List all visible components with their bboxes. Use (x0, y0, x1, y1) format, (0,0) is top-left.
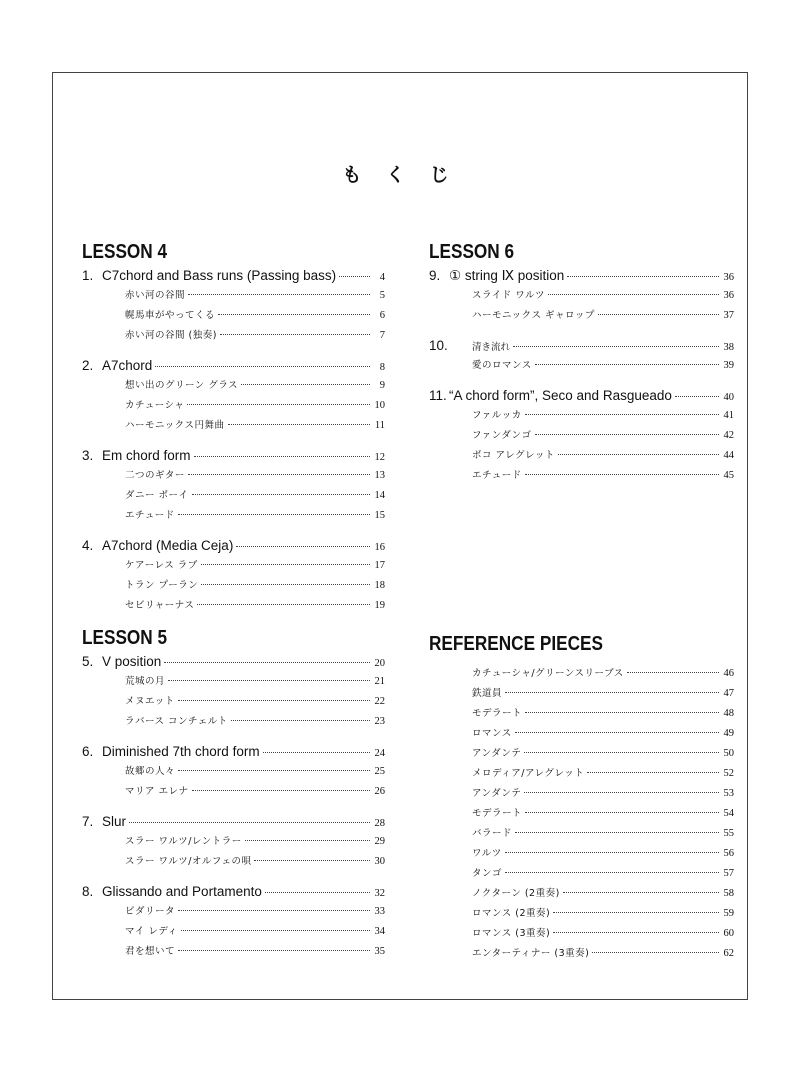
page-number: 24 (374, 748, 385, 759)
page-number: 33 (374, 906, 385, 917)
page-number: 16 (374, 542, 385, 553)
toc-section (429, 632, 734, 964)
page-number: 62 (723, 948, 734, 959)
section-heading: REFERENCE PIECES (429, 633, 603, 655)
toc-subentry[interactable] (429, 784, 734, 804)
page-number: 50 (723, 748, 734, 759)
toc-subentry[interactable] (82, 286, 385, 306)
toc-subentry[interactable] (82, 376, 385, 396)
toc-entry[interactable] (429, 386, 734, 406)
subentry-title: スラー ワルツ/オルフェの唄 (125, 856, 252, 867)
toc-subentry[interactable] (429, 466, 734, 486)
toc-subentry[interactable] (82, 306, 385, 326)
subentry-title: カチューシャ (125, 400, 185, 411)
toc-subentry[interactable] (82, 466, 385, 486)
dot-leader (339, 276, 370, 277)
entry-number: 10. (429, 338, 448, 353)
page-number: 20 (374, 658, 385, 669)
dot-leader (524, 752, 719, 753)
dot-leader (129, 822, 370, 823)
dot-leader (515, 832, 719, 833)
toc-subentry[interactable] (429, 286, 734, 306)
subentry-title: エチュード (472, 470, 522, 481)
page-number: 54 (723, 808, 734, 819)
entry-title: V position (102, 654, 162, 669)
toc-entry[interactable] (82, 652, 385, 672)
subentry-title: ロマンス (3重奏) (472, 928, 551, 939)
dot-leader (254, 860, 370, 861)
subentry-title: ワルツ (472, 848, 502, 859)
toc-subentry[interactable] (429, 426, 734, 446)
toc-group (82, 742, 385, 802)
page-number: 23 (374, 716, 385, 727)
page-number: 36 (723, 290, 734, 301)
page-number: 44 (723, 450, 734, 461)
dot-leader (245, 840, 370, 841)
page-number: 39 (723, 360, 734, 371)
toc-subentry[interactable] (82, 712, 385, 732)
entry-number: 3. (82, 448, 94, 463)
entry-number: 11. (429, 388, 447, 403)
page-number: 38 (723, 342, 734, 353)
entry-number: 2. (82, 358, 94, 373)
subentry-title: 幌馬車がやってくる (125, 310, 216, 321)
dot-leader (181, 930, 370, 931)
dot-leader (592, 952, 719, 953)
page-number: 52 (723, 768, 734, 779)
page-number: 12 (374, 452, 385, 463)
dot-leader (188, 294, 370, 295)
page-number: 56 (723, 848, 734, 859)
dot-leader (192, 790, 370, 791)
subentry-title: ラバース コンチェルト (125, 716, 228, 727)
page-number: 35 (374, 946, 385, 957)
page-number: 7 (379, 330, 385, 341)
toc-subentry[interactable] (82, 416, 385, 436)
page-number: 40 (723, 392, 734, 403)
subentry-title: スラー ワルツ/レントラー (125, 836, 242, 847)
dot-leader (201, 584, 370, 585)
toc-subentry[interactable] (429, 406, 734, 426)
subentry-title: マイ レディ (125, 926, 178, 937)
page-number: 46 (723, 668, 734, 679)
dot-leader (197, 604, 370, 605)
subentry-title: アンダンテ (472, 748, 522, 759)
toc-subentry[interactable] (429, 944, 734, 964)
toc-entry[interactable] (82, 266, 385, 286)
toc-subentry[interactable] (429, 704, 734, 724)
toc-subentry[interactable] (429, 764, 734, 784)
toc-subentry[interactable] (82, 832, 385, 852)
page-number: 55 (723, 828, 734, 839)
toc-subentry[interactable] (82, 782, 385, 802)
subentry-title: アンダンテ (472, 788, 522, 799)
toc-subentry[interactable] (82, 922, 385, 942)
page-number: 9 (379, 380, 385, 391)
dot-leader (524, 792, 719, 793)
toc-group (82, 446, 385, 526)
dot-leader (505, 872, 719, 873)
subentry-title: 赤い河の谷間 (独奏) (125, 330, 217, 341)
dot-leader (587, 772, 719, 773)
subentry-title: バラード (472, 828, 513, 839)
entry-title: Glissando and Portamento (102, 884, 262, 899)
toc-subentry[interactable] (429, 684, 734, 704)
page-number: 48 (723, 708, 734, 719)
subentry-title: 赤い河の谷間 (125, 290, 186, 301)
entry-number: 7. (82, 814, 94, 829)
page-number: 37 (723, 310, 734, 321)
page-number: 4 (379, 272, 385, 283)
toc-entry[interactable] (429, 336, 734, 356)
page-number: 21 (374, 676, 385, 687)
dot-leader (231, 720, 370, 721)
page-number: 11 (374, 420, 385, 431)
subentry-title: ファンダンゴ (472, 430, 532, 441)
subentry-title: ケアーレス ラブ (125, 560, 198, 571)
subentry-title: ビダリータ (125, 906, 176, 917)
toc-subentry[interactable] (82, 556, 385, 576)
toc-subentry[interactable] (429, 924, 734, 944)
page-number: 13 (374, 470, 385, 481)
dot-leader (505, 852, 719, 853)
toc-subentry[interactable] (82, 396, 385, 416)
page-number: 34 (374, 926, 385, 937)
entry-title: Em chord form (102, 448, 191, 463)
subentry-title: ダニー ボーイ (125, 490, 189, 501)
page-number: 36 (723, 272, 734, 283)
dot-leader (188, 474, 370, 475)
entry-title: Diminished 7th chord form (102, 744, 260, 759)
toc-entry[interactable] (82, 536, 385, 556)
dot-leader (241, 384, 370, 385)
subentry-title: メロディア/アレグレット (472, 768, 585, 779)
subentry-title: ノクターン (2重奏) (472, 888, 560, 899)
dot-leader (553, 932, 719, 933)
dot-leader (164, 662, 370, 663)
dot-leader (236, 546, 370, 547)
dot-leader (525, 474, 719, 475)
dot-leader (201, 564, 370, 565)
toc-subentry[interactable] (429, 664, 734, 684)
page-number: 47 (723, 688, 734, 699)
subentry-title: スライド ワルツ (472, 290, 545, 301)
toc-subentry[interactable] (429, 356, 734, 376)
toc-subentry[interactable] (429, 744, 734, 764)
page-number: 25 (374, 766, 385, 777)
toc-subentry[interactable] (82, 902, 385, 922)
dot-leader (265, 892, 370, 893)
toc-group (429, 266, 734, 326)
dot-leader (627, 672, 719, 673)
toc-subentry[interactable] (82, 672, 385, 692)
toc-subentry[interactable] (82, 326, 385, 346)
toc-section (429, 240, 734, 486)
subentry-title: カチューシャ/グリーンスリーブス (472, 668, 624, 679)
entry-title: ① string Ⅸ position (449, 268, 565, 283)
subentry-title: マリア エレナ (125, 786, 189, 797)
subentry-title: 故郷の人々 (125, 766, 176, 777)
toc-entry[interactable] (82, 446, 385, 466)
toc-entry[interactable] (82, 742, 385, 762)
dot-leader (525, 414, 719, 415)
dot-leader (525, 812, 719, 813)
toc-subentry[interactable] (82, 486, 385, 506)
dot-leader (505, 692, 719, 693)
page-number: 60 (723, 928, 734, 939)
dot-leader (220, 334, 370, 335)
page-number: 10 (374, 400, 385, 411)
dot-leader (178, 910, 370, 911)
dot-leader (598, 314, 719, 315)
section-heading: LESSON 6 (429, 241, 515, 263)
toc-subentry[interactable] (429, 884, 734, 904)
dot-leader (535, 434, 719, 435)
subentry-title: メヌエット (125, 696, 175, 707)
dot-leader (525, 712, 719, 713)
toc-group (429, 386, 734, 486)
page-number: 22 (374, 696, 385, 707)
toc-subentry[interactable] (82, 942, 385, 962)
page-number: 26 (374, 786, 385, 797)
page-number: 29 (374, 836, 385, 847)
toc-subentry[interactable] (429, 904, 734, 924)
entry-number: 9. (429, 268, 441, 283)
page-number: 19 (374, 600, 385, 611)
toc-subentry[interactable] (82, 852, 385, 872)
dot-leader (563, 892, 719, 893)
subentry-title: 君を想いて (125, 946, 176, 957)
toc-entry[interactable] (82, 812, 385, 832)
toc-group (429, 336, 734, 376)
dot-leader (178, 514, 370, 515)
toc-subentry[interactable] (429, 844, 734, 864)
toc-group (82, 882, 385, 962)
toc-subentry[interactable] (82, 762, 385, 782)
dot-leader (178, 950, 370, 951)
dot-leader (515, 732, 719, 733)
dot-leader (218, 314, 370, 315)
toc-entry[interactable] (429, 266, 734, 286)
page-number: 28 (374, 818, 385, 829)
page-number: 15 (374, 510, 385, 521)
toc-subentry[interactable] (429, 306, 734, 326)
dot-leader (155, 366, 370, 367)
page-number: 30 (374, 856, 385, 867)
page-number: 5 (379, 290, 385, 301)
dot-leader (513, 346, 719, 347)
toc-section (82, 240, 385, 616)
subentry-title: 想い出のグリーン グラス (125, 380, 239, 391)
toc-subentry[interactable] (82, 506, 385, 526)
toc-subentry[interactable] (429, 864, 734, 884)
dot-leader (168, 680, 370, 681)
page-number: 59 (723, 908, 734, 919)
dot-leader (567, 276, 719, 277)
entry-number: 5. (82, 654, 94, 669)
toc-subentry[interactable] (429, 724, 734, 744)
toc-subentry[interactable] (82, 596, 385, 616)
entry-number: 6. (82, 744, 94, 759)
page-number: 49 (723, 728, 734, 739)
page-number: 8 (379, 362, 385, 373)
subentry-title: セビリャーナス (125, 600, 195, 611)
toc-subentry[interactable] (82, 692, 385, 712)
dot-leader (187, 404, 370, 405)
toc-entry[interactable] (82, 882, 385, 902)
page-number: 53 (723, 788, 734, 799)
page-number: 42 (723, 430, 734, 441)
subentry-title: ボコ アレグレット (472, 450, 555, 461)
page-number: 41 (723, 410, 734, 421)
toc-group (82, 812, 385, 872)
toc-group (82, 266, 385, 346)
dot-leader (535, 364, 719, 365)
toc-entry[interactable] (82, 356, 385, 376)
toc-group (82, 652, 385, 732)
subentry-title: タンゴ (472, 868, 503, 879)
page-number: 18 (374, 580, 385, 591)
dot-leader (228, 424, 370, 425)
entry-title: A7chord (102, 358, 153, 373)
toc-subentry[interactable] (429, 804, 734, 824)
subentry-title: エンターティナー (3重奏) (472, 948, 590, 959)
page-number: 14 (374, 490, 385, 501)
page-title: も く じ (342, 164, 458, 186)
subentry-title: 二つのギター (125, 470, 185, 481)
toc-subentry[interactable] (429, 446, 734, 466)
dot-leader (192, 494, 370, 495)
entry-number: 4. (82, 538, 94, 553)
dot-leader (263, 752, 370, 753)
entry-title: Slur (102, 814, 127, 829)
toc-section (82, 626, 385, 962)
dot-leader (553, 912, 719, 913)
subentry-title: 荒城の月 (125, 676, 166, 687)
entry-number: 1. (82, 268, 94, 283)
entry-title: A7chord (Media Ceja) (102, 538, 234, 553)
section-heading: LESSON 5 (82, 627, 168, 649)
entry-number: 8. (82, 884, 94, 899)
dot-leader (178, 700, 370, 701)
subentry-title: トラン プーラン (125, 580, 199, 591)
toc-group (82, 356, 385, 436)
subentry-title: ロマンス (472, 728, 512, 739)
toc-subentry[interactable] (429, 824, 734, 844)
page-number: 6 (379, 310, 385, 321)
page-number: 32 (374, 888, 385, 899)
page-number: 45 (723, 470, 734, 481)
dot-leader (194, 456, 370, 457)
entry-title: “A chord form”, Seco and Rasgueado (449, 388, 672, 403)
entry-title: C7chord and Bass runs (Passing bass) (102, 268, 337, 283)
toc-subentry[interactable] (82, 576, 385, 596)
subentry-title: モデラート (472, 708, 523, 719)
dot-leader (178, 770, 370, 771)
subentry-title: ハーモニックス ギャロップ (472, 310, 595, 321)
page-number: 57 (723, 868, 734, 879)
page-number: 58 (723, 888, 734, 899)
toc-group (429, 664, 734, 964)
dot-leader (675, 396, 719, 397)
subentry-title: ハーモニックス円舞曲 (125, 420, 225, 431)
subentry-title: 清き流れ (472, 342, 511, 353)
subentry-title: 愛のロマンス (472, 360, 532, 371)
subentry-title: モデラート (472, 808, 523, 819)
subentry-title: ファルッカ (472, 410, 522, 421)
dot-leader (558, 454, 719, 455)
subentry-title: エチュード (125, 510, 175, 521)
subentry-title: ロマンス (2重奏) (472, 908, 551, 919)
toc-group (82, 536, 385, 616)
dot-leader (548, 294, 719, 295)
page-number: 17 (374, 560, 385, 571)
section-heading: LESSON 4 (82, 241, 168, 263)
subentry-title: 鉄道員 (472, 688, 503, 699)
